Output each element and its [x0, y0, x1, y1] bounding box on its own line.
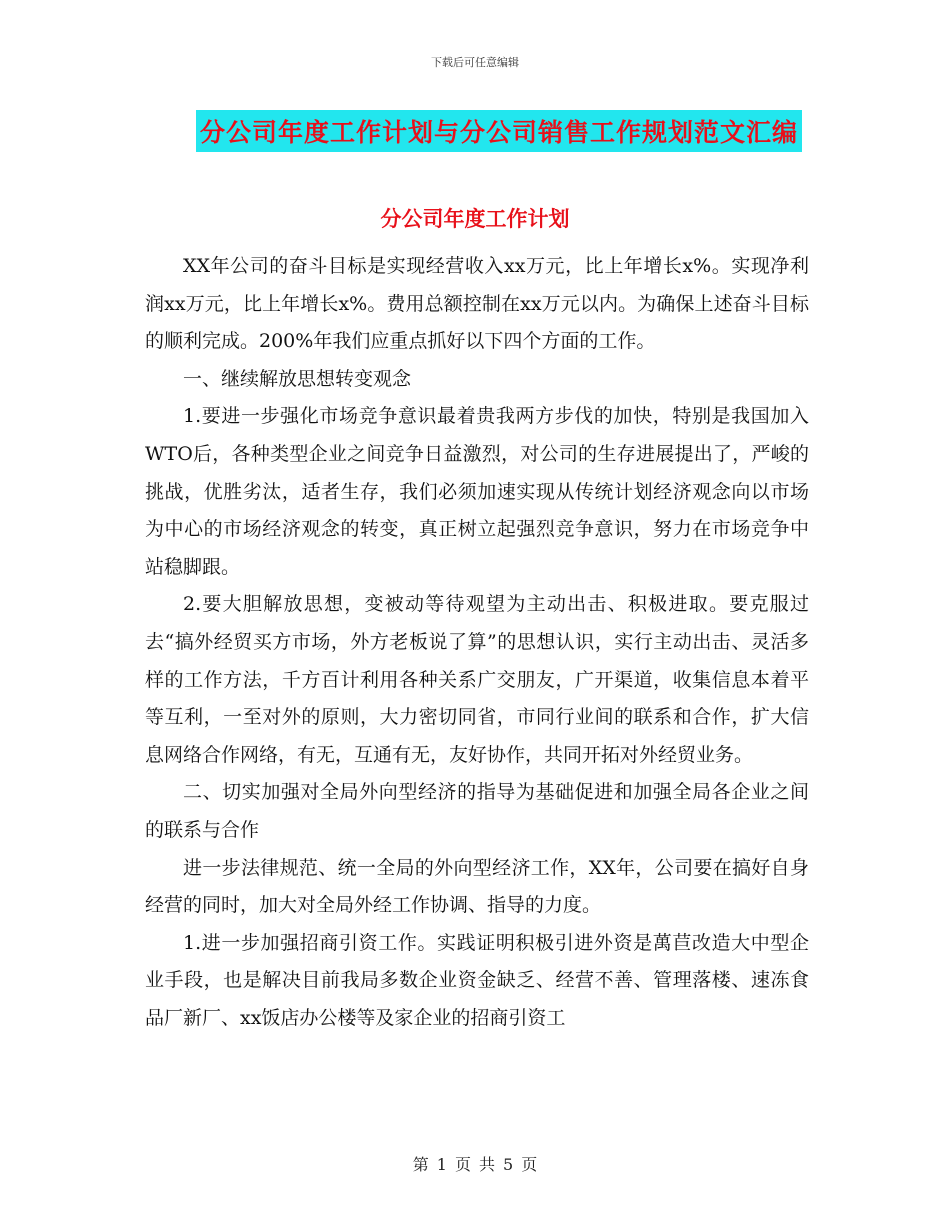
footer-total-unit: 页 — [521, 1155, 538, 1174]
footer-total-prefix: 共 — [479, 1155, 496, 1174]
paragraph: 进一步法律规范、统一全局的外向型经济工作，XX年，公司要在搞好自身经营的同时，加大对全局外经工作协调、指导的力度。 — [145, 856, 809, 917]
paragraph: 1.要进一步强化市场竞争意识最着贵我两方步伐的加快，特别是我国加入WTO后，各种类型企业之间竞争日益激烈，对公司的生存进展提出了，严峻的挑战，优胜劣汰，适者生存，我们必须加速实现从传统计划经济观念向以市场为中心的市场经济观念的转变，真正树立起强烈竞争意识，努力在市场竞争中站稳脚跟。 — [145, 405, 809, 578]
footer-prefix: 第 — [412, 1155, 429, 1174]
page-total: 5 — [503, 1155, 514, 1174]
paragraph: 2.要大胆解放思想，变被动等待观望为主动出击、积极进取。要克服过去“搞外经贸买方市场，外方老板说了算”的思想认识，实行主动出击、灵活多样的工作方法，千方百计利用各种关系广交朋友，广开渠道，收集信息本着平等互利，一至对外的原则，大力密切同省，市同行业间的联系和合作，扩大信息网络合作网络，有无，互通有无，友好协作，共同开拓对外经贸业务。 — [145, 593, 809, 766]
main-title-container — [0, 110, 950, 152]
footer-page-unit: 页 — [454, 1155, 471, 1174]
header-note: 下载后可任意编辑 — [431, 56, 519, 69]
paragraph: 1.进一步加强招商引资工作。实践证明积极引进外资是萬苣改造大中型企业手段，也是解决目前我局多数企业资金缺乏、经营不善、管理落楼、速冻食品厂新厂、xx饭店办公楼等及家企业的招商引资工 — [145, 931, 809, 1029]
page-footer — [0, 1152, 950, 1175]
main-title: 分公司年度工作计划与分公司销售工作规划范文汇编 — [196, 110, 802, 152]
page-number: 1 — [436, 1155, 447, 1174]
body-text — [145, 248, 809, 1037]
paragraph: XX年公司的奋斗目标是实现经营收入xx万元，比上年增长x%。实现净利润xx万元，比上年增长x%。费用总额控制在xx万元以内。为确保上述奋斗目标的顺利完成。200%年我们应重点抓好以下四个方面的工作。 — [145, 255, 809, 353]
section-title: 分公司年度工作计划 — [380, 207, 570, 231]
section-heading: 一、继续解放思想转变观念 — [183, 367, 412, 390]
section-heading: 二、切实加强对全局外向型经济的指导为基础促进和加强全局各企业之间的联系与合作 — [145, 781, 809, 841]
